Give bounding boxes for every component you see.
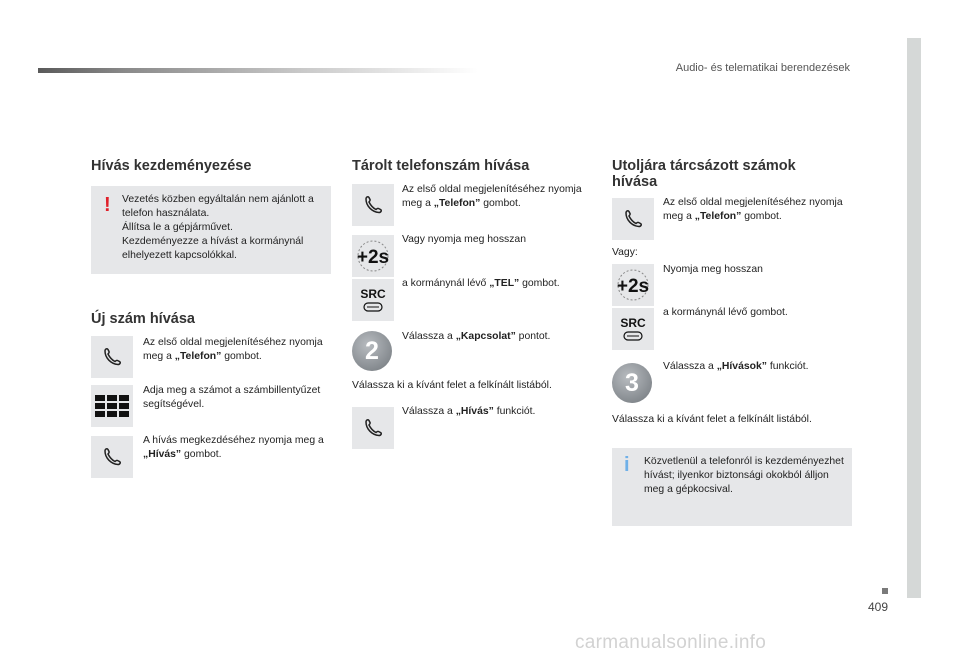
step-2-badge: 2 <box>352 331 392 371</box>
step-phone-text: Az első oldal megjelenítéséhez nyomja meg a „Telefon” gombot. <box>143 337 323 362</box>
step-call-text: A hívás megkezdéséhez nyomja meg a „Hívás” gombot. <box>143 435 324 460</box>
watermark: carmanualsonline.info <box>575 632 767 653</box>
warning-text: Vezetés közben egyáltalán nem ajánlott a telefon használata. Állítsa le a gépjárművet. Kezdeményezze a hívást a kormánynál elhelyezett kapcsolókkal. <box>122 194 314 261</box>
svg-text:+2s: +2s <box>616 276 650 297</box>
svg-text:SRC: SRC <box>620 316 646 330</box>
svg-text:+2s: +2s <box>356 247 390 268</box>
phone-handset-icon <box>352 407 394 449</box>
phone-button[interactable] <box>352 184 394 226</box>
call-button[interactable] <box>91 436 133 478</box>
src-tel-icon <box>352 279 394 321</box>
step-tel-text: a kormánynál lévő „TEL” gombot. <box>402 278 560 289</box>
step-calls-text: Válassza a „Hívások” funkciót. <box>663 361 809 372</box>
page-number: 409 <box>868 600 889 614</box>
select-contact-text: Válassza ki a kívánt felet a felkínált listából. <box>352 380 552 391</box>
step-phone-text: Az első oldal megjelenítéséhez nyomja meg a „Telefon” gombot. <box>663 197 843 222</box>
warning-icon: ! <box>104 194 111 216</box>
select-contact-text: Válassza ki a kívánt felet a felkínált listából. <box>612 414 812 425</box>
step-keypad-text: Adja meg a számot a számbillentyűzet segítségével. <box>143 385 321 410</box>
header-rule <box>38 68 478 73</box>
src-tel-button[interactable] <box>352 279 394 321</box>
phone-button[interactable] <box>612 198 654 240</box>
heading-stored-number: Tárolt telefonszám hívása <box>352 158 530 174</box>
hold-button[interactable] <box>352 235 394 277</box>
step-hold-text: Nyomja meg hosszan <box>663 264 763 275</box>
phone-handset-icon <box>91 436 133 478</box>
step-3-badge: 3 <box>612 363 652 403</box>
src-tel-button[interactable] <box>612 308 654 350</box>
step-phone-text: Az első oldal megjelenítéséhez nyomja meg a „Telefon” gombot. <box>402 184 582 209</box>
step-hold-text: Vagy nyomja meg hosszan <box>402 234 526 245</box>
page-edge-bar <box>907 38 921 598</box>
svg-text:SRC: SRC <box>360 287 386 301</box>
call-button[interactable] <box>352 407 394 449</box>
step-steering-text: a kormánynál lévő gombot. <box>663 307 788 318</box>
info-icon: i <box>624 454 630 476</box>
heading-last-dialed: Utoljára tárcsázott számok hívása <box>612 158 796 190</box>
long-press-icon <box>352 235 394 277</box>
phone-handset-icon <box>612 198 654 240</box>
info-box <box>612 448 852 526</box>
phone-button[interactable] <box>91 336 133 378</box>
heading-make-call: Hívás kezdeményezése <box>91 158 252 174</box>
step-contacts-text: Válassza a „Kapcsolat” pontot. <box>402 331 551 342</box>
step-call-text: Válassza a „Hívás” funkciót. <box>402 406 536 417</box>
warning-box <box>91 186 331 274</box>
phone-handset-icon <box>352 184 394 226</box>
hold-button[interactable] <box>612 264 654 306</box>
page-marker <box>882 588 888 594</box>
info-text: Közvetlenül a telefonról is kezdeményezhet hívást; ilyenkor biztonsági okokból álljon meg a gépkocsival. <box>644 456 844 495</box>
long-press-icon <box>612 264 654 306</box>
keypad-icon <box>91 385 133 427</box>
section-title: Audio- és telematikai berendezések <box>675 62 850 74</box>
phone-handset-icon <box>91 336 133 378</box>
keypad-button[interactable] <box>91 385 133 427</box>
src-tel-icon <box>612 308 654 350</box>
or-label: Vagy: <box>612 247 638 258</box>
heading-new-number: Új szám hívása <box>91 311 195 327</box>
